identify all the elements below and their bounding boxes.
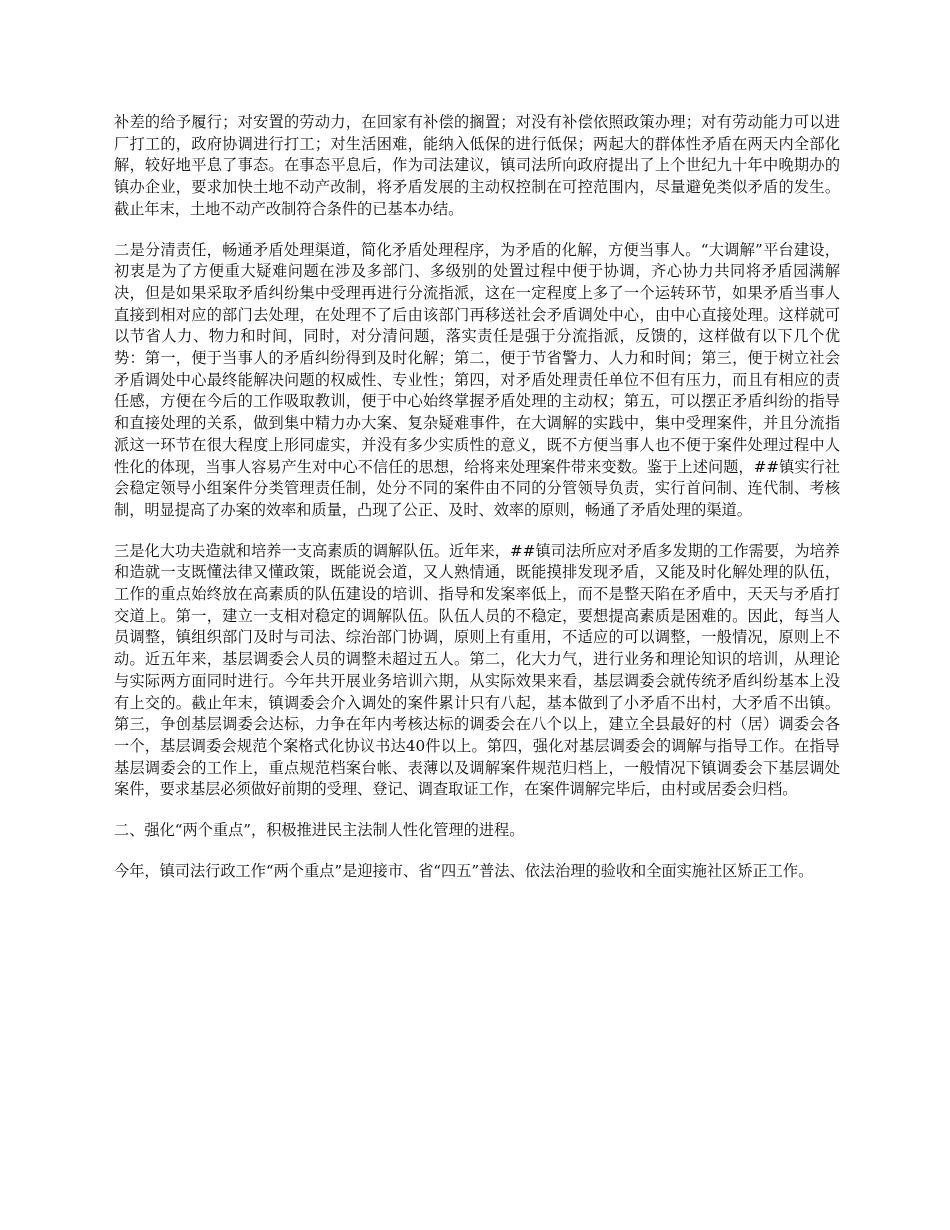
document-body bbox=[114, 112, 840, 902]
paragraph-this-year: 今年，镇司法行政工作“两个重点”是迎接市、省“四五”普法、依法治理的验收和全面实施社区矫正工作。 bbox=[114, 861, 814, 880]
paragraph-responsibility: 二是分清责任，畅通矛盾处理渠道，简化矛盾处理程序，为矛盾的化解，方便当事人。“大调解”平台建设，初衷是为了方便重大疑难问题在涉及多部门、多级别的处置过程中便于协调，齐心协力共同将矛盾园满解决，但是如果采取矛盾纠纷集中受理再进行分流指派，这在一定程度上多了一个运转环节，如果矛盾当事人直接到相对应的部门去处理，在处理不了后由该部门再移送社会矛盾调处中心，由中心直接处理。这样就可以节省人力、物力和时间，同时，对分清问题，落实责任是强于分流指派，反馈的，这样做有以下几个优势：第一，便于当事人的矛盾纠纷得到及时化解；第二，便于节省警力、人力和时间；第三，便于树立社会矛盾调处中心最终能解决问题的权威性、专业性；第四，对矛盾处理责任单位不但有压力，而且有相应的责任感，方便在今后的工作吸取教训，便于中心始终掌握矛盾处理的主动权；第五，可以摆正矛盾纠纷的指导和直接处理的关系，做到集中精力办大案、复杂疑难事件，在大调解的实践中，集中受理案件，并且分流指派这一环节在很大程度上形同虚实，并没有多少实质性的意义，既不方便当事人也不便于案件处理过程中人性化的体现，当事人容易产生对中心不信任的思想，给将来处理案件带来变数。鉴于上述问题，##镇实行社会稳定领导小组案件分类管理责任制，处分不同的案件由不同的分管领导负责，实行首问制、连代制、考核制，明显提高了办案的效率和质量，凸现了公正、及时、效率的原则，畅通了矛盾处理的渠道。 bbox=[114, 240, 840, 519]
section-heading-two-priorities: 二、强化“两个重点”，积极推进民主法制人性化管理的进程。 bbox=[114, 821, 525, 840]
paragraph-mediation-team: 三是化大功夫造就和培养一支高素质的调解队伍。近年来，##镇司法所应对矛盾多发期的工作需要，为培养和造就一支既懂法律又懂政策，既能说会道，又人熟情通，既能摸排发现矛盾，又能及时化解处理的队伍，工作的重点始终放在高素质的队伍建设的培训、指导和发案率低上，而不是整天陷在矛盾中，天天与矛盾打交道上。第一，建立一支相对稳定的调解队伍。队伍人员的不稳定，要想提高素质是困难的。因此，每当人员调整，镇组织部门及时与司法、综治部门协调，原则上有重用，不适应的可以调整，一般情况，原则上不动。近五年来，基层调委会人员的调整未超过五人。第二，化大力气，进行业务和理论知识的培训，从理论与实际两方面同时进行。今年共开展业务培训六期，从实际效果来看，基层调委会就传统矛盾纠纷基本上没有上交的。截止年末，镇调委会介入调处的案件累计只有八起，基本做到了小矛盾不出村，大矛盾不出镇。第三，争创基层调委会达标，力争在年内考核达标的调委会在八个以上，建立全县最好的村（居）调委会各一个，基层调委会规范个案格式化协议书达40件以上。第四，强化对基层调委会的调解与指导工作。在指导基层调委会的工作上，重点规范档案台帐、表薄以及调解案件规范归档上，一般情况下镇调委会下基层调处案件，要求基层必须做好前期的受理、登记、调查取证工作，在案件调解完毕后，由村或居委会归档。 bbox=[114, 541, 840, 799]
paragraph-remediation: 补差的给予履行；对安置的劳动力，在回家有补偿的搁置；对没有补偿依照政策办理；对有劳动能力可以进厂打工的，政府协调进行打工；对生活困难，能纳入低保的进行低保；两起大的群体性矛盾在两天内全部化解，较好地平息了事态。在事态平息后，作为司法建议，镇司法所向政府提出了上个世纪九十年中晚期办的镇办企业，要求加快土地不动产改制，将矛盾发展的主动权控制在可控范围内，尽量避免类似矛盾的发生。截止年末，土地不动产改制符合条件的已基本办结。 bbox=[114, 113, 840, 218]
